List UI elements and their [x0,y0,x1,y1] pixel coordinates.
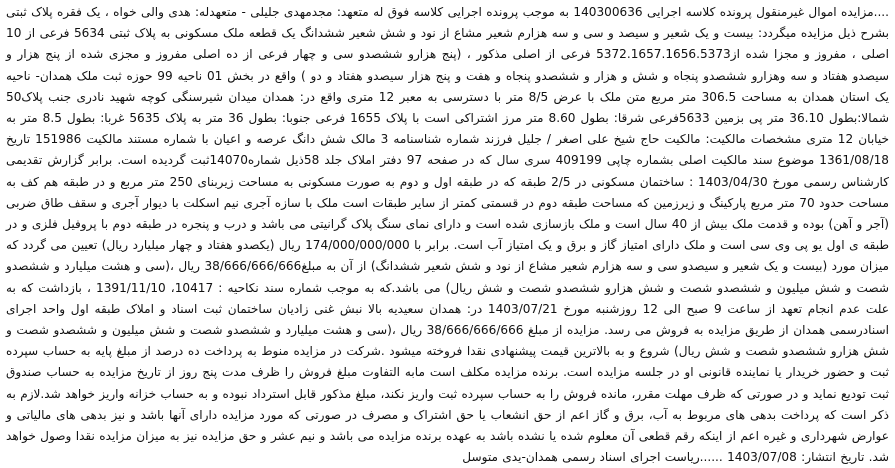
notice-body-text: ....مزایده اموال غیرمنقول پرونده کلاسه اجرایی 140300636 به موجب پرونده اجرایی کلاسه فوق له متعهد: مجدمهدی جلیلی - متعهدله: هدی والی خواه ، یک فقره پلاک ثبتی بشرح ذیل مزایده میگردد: بیست و یک شعیر و سیصد و سی و سه هزارم شعیر مشاع از نود و شش شعیر ششدانگ یک قطعه ملک مسکونی به پلاک ثبتی 5634 فرعی از 10 اصلی ، مفروز و مجزا شده از5372.1657.1656.5373 فرعی از اصلی مذکور ، (پنج هزارو ششصدو سی و چهار فرعی از ده اصلی مفروز و مجزی شده از پنج هزار و سیصدو هفتاد و سه وهزارو ششصدو پنجاه و شش و هزار و ششصدو پنجاه و هفت و پنج هزار سیصدو هفتاد و دو ) واقع در بخش 01 ناحیه 99 حوزه ثبت ملک همدان- ناحیه یک استان همدان به مساحت 306.5 متر مربع متن ملک با عرض 8/5 متر با دسترسی به معبر 12 متری واقع در: همدان میدان شیرسنگی کوچه شهید نادری جنب پلاک50 شمالا:بطول 36.10 متر پی بزمین 5633فرعی شرقا: بطول 8.60 متر مرز اشتراکی است با پلاک 1655 فرعی جنوبا: بطول 36 متر به پلاک 5635 غربا: بطول 8.5 متر به خیابان 12 متری مشخصات مالکیت: مالکیت حاج شیخ علی اصغر / جلیل فرزند شماره شناسنامه 3 مالک شش دانگ عرصه و اعیان با شماره مستند مالکیت 151986 تاریخ 1361/08/18 موضوع سند مالکیت اصلی بشماره چاپی 409199 سری سال که در صفحه 97 دفتر املاک جلد 58ذیل شماره14070ثبت گردیده است. برابر گزارش تقدیمی کارشناس رسمی مورخ 1403/04/30 : ساختمان مسکونی در 2/5 طبقه که در طبقه اول و دوم به صورت مسکونی به مساحت زیربنای 250 متر مربع و در طبقه هم کف به مساحت حدود 70 متر مربع پارکینگ و زیرزمین که مساحت طبقه دوم در قسمتی کمتر از سایر طبقات است ملک با سازه آجری نیم اسکلت با دیوار آجری و سقف طاق ضربی (آجر و آهن) بوده و قدمت ملک بیش از 40 سال است و ملک بازسازی شده است و دارای نمای سنگ پلاک گرانیتی می باشد و درب و پنجره در طبقه دوم با پروفیل فلزی و در طبقه ی اول یو پی وی سی است و ملک دارای امتیاز گاز و برق و یک امتیاز آب است. برابر با 174/000/000/000 ریال (یکصدو هفتاد و چهار میلیارد ریال) تعیین می گردد که میزان مورد (بیست و یک شعیر و سیصدو سی و سه هزارم شعیر مشاع از نود و شش شعیر ششدانگ) از آن به مبلغ38/666/666/666 ریال ،(سی و هشت میلیارد و ششصدو شصت و شش میلیون و ششصدو شصت و شش هزارو ششصدو شصت و شش ریال) می باشد.که به موجب شماره سند نکاحیه : 10417، 1391/11/10 ، بازداشت که به علت عدم انجام تعهد از ساعت 9 صبح الی 12 روزشنبه مورخ 1403/07/21 در: همدان سعیدیه بالا نبش غنی زادیان ساختمان ثبت اسناد و املاک طبقه اول واحد اجرای اسنادرسمی همدان از طریق مزایده به فروش می رسد. مزایده از مبلغ 38/666/666/666 ریال ،(سی و هشت میلیارد و ششصدو شصت و شش میلیون و ششصدو شصت و شش هزارو ششصدو شصت و شش ریال) شروع و به بالاترین قیمت پیشنهادی نقدا فروخته میشود .شرکت در مزایده منوط به پرداخت ده درصد از مبلغ پایه به حساب سپرده ثبت و حضور خریدار یا نماینده قانونی او در جلسه مزایده است. برنده مزایده مکلف است مابه التفاوت مبلغ فروش را ظرف مدت پنج روز از تاریخ مزایده به حساب صندوق ثبت تودیع نماید و در صورتی که ظرف مهلت مقرر، مانده فروش را به حساب سپرده ثبت واریز نکند، مبلغ مذکور قابل استرداد نبوده و به حساب خزانه واریز خواهد شد.لازم به ذکر است که پرداخت بدهی های مربوط به آب، برق و گاز اعم از حق انشعاب یا حق اشتراک و مصرف در صورتی که مورد مزایده دارای آنها باشد و نیز بدهی های مالیاتی و عوارض شهرداری و غیره اعم از اینکه رقم قطعی آن معلوم شده یا نشده باشد به عهده برنده مزایده می باشد و نیم عشر و حق مزایده نیز به میزان مزایده نقدا وصول خواهد شد. تاریخ انتشار: 1403/07/08 ......ریاست اجرای اسناد رسمی همدان-یدی متوسل [6,5,890,465]
